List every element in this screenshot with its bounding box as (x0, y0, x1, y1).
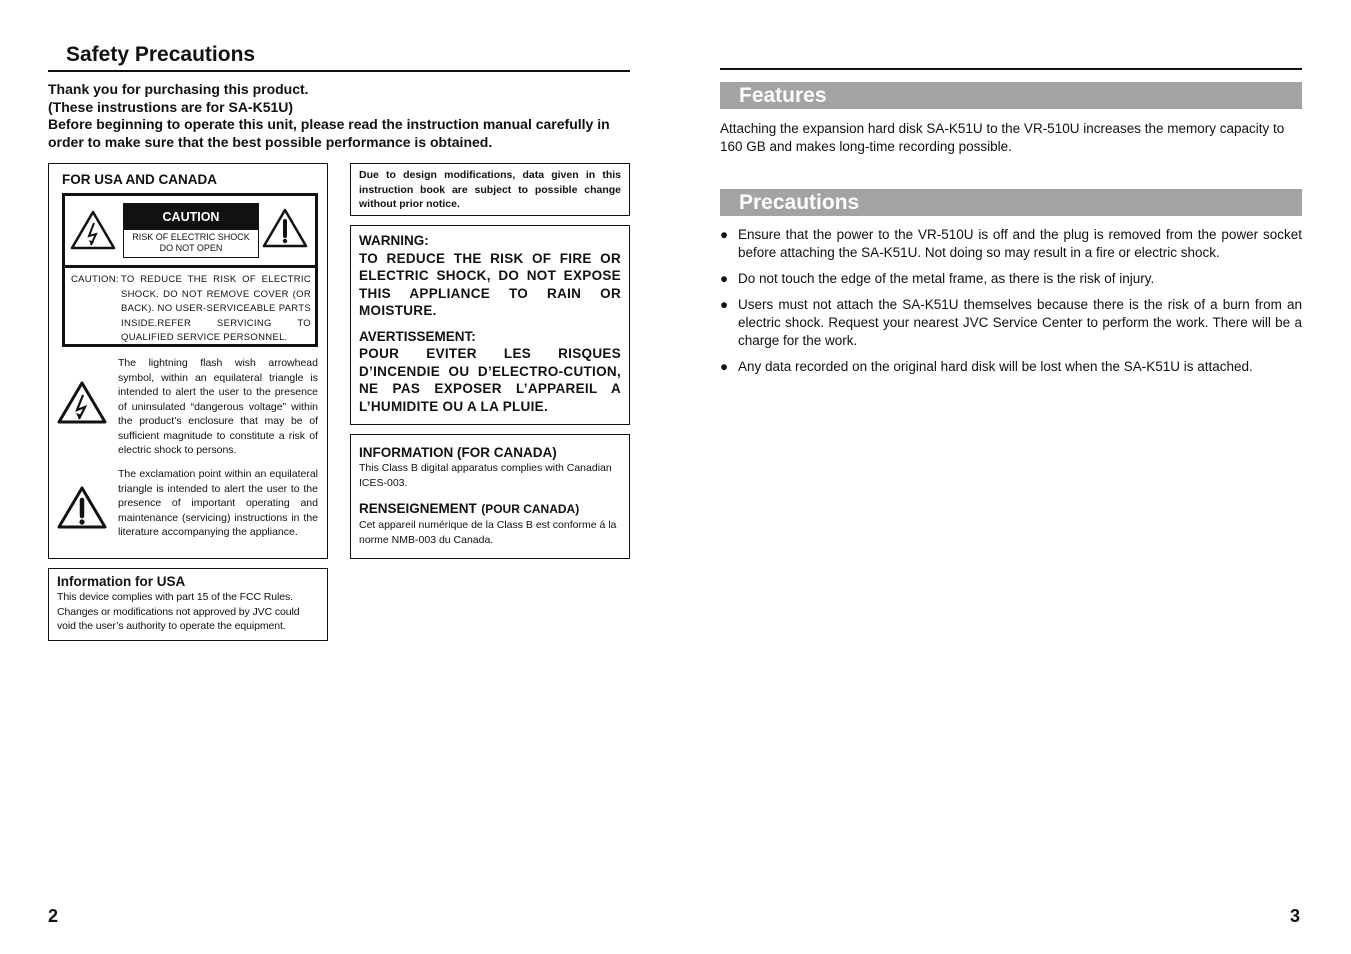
lightning-icon (70, 210, 116, 250)
usa-info-text: This device complies with part 15 of the FCC Rules. Changes or modifications not approved by JVC could void the user’s authority to operate the equipment. (57, 591, 300, 632)
features-text: Attaching the expansion hard disk SA-K51U to the VR-510U increases the memory capacity to 160 GB and makes long-time recording possible. (720, 121, 1285, 154)
design-notice: Due to design modifications, data given in this instruction book are subject to possible change without prior notice. (359, 169, 621, 210)
exclamation-icon-small (262, 208, 308, 248)
canada-text: This Class B digital apparatus complies with Canadian ICES-003. (359, 462, 612, 489)
risk-line-1: RISK OF ELECTRIC SHOCK (132, 232, 250, 242)
features-heading: Features (720, 82, 1302, 109)
canada-heading: INFORMATION (FOR CANADA) (359, 445, 557, 460)
warning-box (350, 225, 630, 425)
list-item: ● Do not touch the edge of the metal frame, as there is the risk of injury. (720, 271, 1155, 286)
page-number-right: 3 (1290, 906, 1301, 926)
renseignement-heading: RENSEIGNEMENT (359, 501, 477, 516)
bullet-icon: ● (720, 227, 729, 242)
warning-label: WARNING: (359, 233, 429, 248)
caution-label (62, 193, 318, 347)
list-item: ● Ensure that the power to the VR-510U is off and the plug is removed from the power socket before attaching the SA-K51U. Not doing so may result in a fire or electric shock. (720, 227, 1302, 260)
lightning-icon-large (56, 380, 108, 426)
avertissement-text: POUR EVITER LES RISQUES D’INCENDIE OU D’ELECTRO-CUTION, NE PAS EXPOSER L’APPAREIL A L’HUMIDITE OU A LA PLUIE. (359, 346, 621, 414)
renseignement-text: Cet appareil numérique de la Class B est conforme á la norme NMB-003 du Canada. (359, 519, 617, 546)
caution-text-block (71, 273, 311, 346)
right-top-rule (720, 68, 1302, 70)
lightning-description: The lightning flash wish arrowhead symbol, within an equilateral triangle is intended to alert the user to the presence of uninsulated “dangerous voltage” within the product’s enclosure that may be of sufficient magnitude to constitute a risk of electric shock to persons. (118, 357, 318, 456)
usa-info-box (48, 568, 328, 641)
bullet-icon: ● (720, 271, 729, 286)
title-rule (48, 70, 630, 72)
intro-line-2: (These instrustions are for SA-K51U) (48, 98, 294, 115)
bullet-icon: ● (720, 359, 729, 374)
caution-prefix: CAUTION: (71, 274, 119, 285)
renseignement-heading-suffix: (POUR CANADA) (481, 502, 580, 516)
intro-line-3: Before beginning to operate this unit, please read the instruction manual carefully in order to make sure that the best possible performance is obtained. (48, 116, 610, 150)
page-number-left: 2 (48, 906, 59, 926)
precautions-heading: Precautions (720, 189, 1302, 216)
usa-canada-box (48, 163, 328, 559)
intro-line-1: Thank you for purchasing this product. (48, 81, 309, 97)
exclamation-icon-large (56, 485, 108, 531)
intro-text (48, 81, 632, 151)
precautions-list (720, 226, 1302, 384)
exclamation-description: The exclamation point within an equilateral triangle is intended to alert the user to the presence of important operating and maintenance (servicing) instructions in the literature accompanying the appliance. (118, 468, 318, 538)
caution-center (123, 203, 259, 258)
caution-text: TO REDUCE THE RISK OF ELECTRIC SHOCK. DO NOT REMOVE COVER (OR BACK). NO USER-SERVICEABLE PARTS INSIDE.REFER SERVICING TO QUALIFIED SERVICE PERSONNEL. (121, 274, 311, 343)
caution-title: CAUTION (124, 204, 258, 230)
warning-text: TO REDUCE THE RISK OF FIRE OR ELECTRIC SHOCK, DO NOT EXPOSE THIS APPLIANCE TO RAIN OR MOISTURE. (359, 250, 621, 318)
list-item: ● Any data recorded on the original hard disk will be lost when the SA-K51U is attached. (720, 359, 1253, 374)
risk-line-2: DO NOT OPEN (159, 243, 223, 253)
usa-canada-heading: FOR USA AND CANADA (62, 172, 217, 187)
usa-info-heading: Information for USA (57, 574, 186, 589)
design-notice-box (350, 163, 630, 216)
canada-info-box (350, 434, 630, 559)
page-title: Safety Precautions (66, 43, 256, 66)
caution-divider (65, 265, 315, 268)
bullet-icon: ● (720, 297, 729, 312)
list-item: ● Users must not attach the SA-K51U themselves because there is the risk of a burn from an electric shock. Request your nearest JVC Service Center to perform the work. There will be a charge for the work. (720, 297, 1302, 348)
avertissement-label: AVERTISSEMENT: (359, 328, 476, 344)
